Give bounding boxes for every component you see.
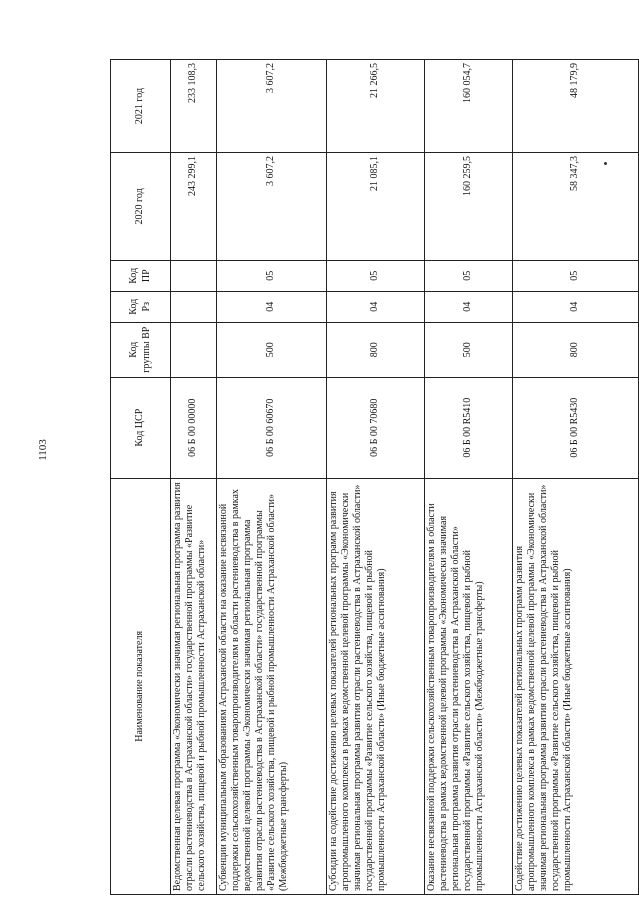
row-vr: 500 (425, 322, 513, 377)
header-2020: 2020 год (111, 152, 171, 260)
row-pr: 05 (327, 260, 425, 291)
row-pr: 05 (513, 260, 639, 291)
row-pr: 05 (425, 260, 513, 291)
row-rz: 04 (217, 291, 327, 322)
row-vr (171, 322, 217, 377)
row-2020: 160 259,5 (425, 152, 513, 260)
row-2020: 58 347,3 (513, 152, 639, 260)
row-2021: 48 179,9 (513, 60, 639, 153)
row-vr: 800 (513, 322, 639, 377)
table-row (327, 60, 425, 895)
row-pr: 05 (217, 260, 327, 291)
row-rz: 04 (327, 291, 425, 322)
row-pr (171, 260, 217, 291)
row-name: Ведомственная целевая программа «Экономически значимая региональная программа развития отрасли растениеводства в Астраханской области» государственной программы «Развитие сельского хозяйства, пищевой и рыбной промышленности Астраханской области» (171, 478, 217, 894)
row-rz (171, 291, 217, 322)
row-name: Субвенции муниципальным образованиям Астраханской области на оказание несвязанной поддержки сельскохозяйственным товаропроизводителям в области растениеводства в рамках ведомственной целевой программы «Экономически значимая региональная программа развития отрасли растениеводства в Астраханской области» государственной программы «Развитие сельского хозяйства, пищевой и рыбной промышленности Астраханской области» (Межбюджетные трансферты) (217, 478, 327, 894)
page-number: 1103 (36, 439, 49, 461)
header-name: Наименование показателя (111, 478, 171, 894)
row-2020: 21 085,1 (327, 152, 425, 260)
table-row (171, 60, 217, 895)
row-2021: 160 054,7 (425, 60, 513, 153)
row-csr: 06 Б 00 R5410 (425, 377, 513, 478)
header-rz: Код Рз (111, 291, 171, 322)
row-name: Оказание несвязанной поддержки сельскохозяйственным товаропроизводителям в области растениеводства в рамках ведомственной целевой программы «Экономически значимая региональная программа развития отрасли растениеводства в Астраханской области» государственной программы «Развитие сельского хозяйства, пищевой и рыбной промышленности Астраханской области» (Межбюджетные трансферты) (425, 478, 513, 894)
header-csr: Код ЦСР (111, 377, 171, 478)
row-name: Содействие достижению целевых показателей региональных программ развития агропромышленного комплекса в рамках ведомственной целевой программы «Экономически значимая региональная программа развития отрасли растениеводства в Астраханской области» государственной программы «Развитие сельского хозяйства, пищевой и рыбной промышленности Астраханской области» (Иные бюджетные ассигнования) (513, 478, 639, 894)
budget-table-container (110, 59, 638, 895)
row-vr: 800 (327, 322, 425, 377)
row-2021: 21 266,5 (327, 60, 425, 153)
header-2021: 2021 год (111, 60, 171, 153)
row-2021: 233 108,3 (171, 60, 217, 153)
scan-speck (604, 162, 607, 165)
row-2020: 243 299,1 (171, 152, 217, 260)
row-csr: 06 Б 00 R5430 (513, 377, 639, 478)
row-csr: 06 Б 00 00000 (171, 377, 217, 478)
header-vr: Код группы ВР (111, 322, 171, 377)
row-csr: 06 Б 00 70680 (327, 377, 425, 478)
header-pr: Код ПР (111, 260, 171, 291)
row-rz: 04 (513, 291, 639, 322)
row-2021: 3 607,2 (217, 60, 327, 153)
table-header-row (111, 60, 171, 895)
row-2020: 3 607,2 (217, 152, 327, 260)
table-row (217, 60, 327, 895)
row-name: Субсидии на содействие достижению целевых показателей региональных программ развития агропромышленного комплекса в рамках ведомственной целевой программы «Экономически значимая региональная программа развития отрасли растениеводства в Астраханской области» государственной программы «Развитие сельского хозяйства, пищевой и рыбной промышленности Астраханской области» (Иные бюджетные ассигнования) (327, 478, 425, 894)
row-vr: 500 (217, 322, 327, 377)
budget-table (110, 59, 639, 895)
row-csr: 06 Б 00 60670 (217, 377, 327, 478)
table-row (425, 60, 513, 895)
row-rz: 04 (425, 291, 513, 322)
table-row (513, 60, 639, 895)
